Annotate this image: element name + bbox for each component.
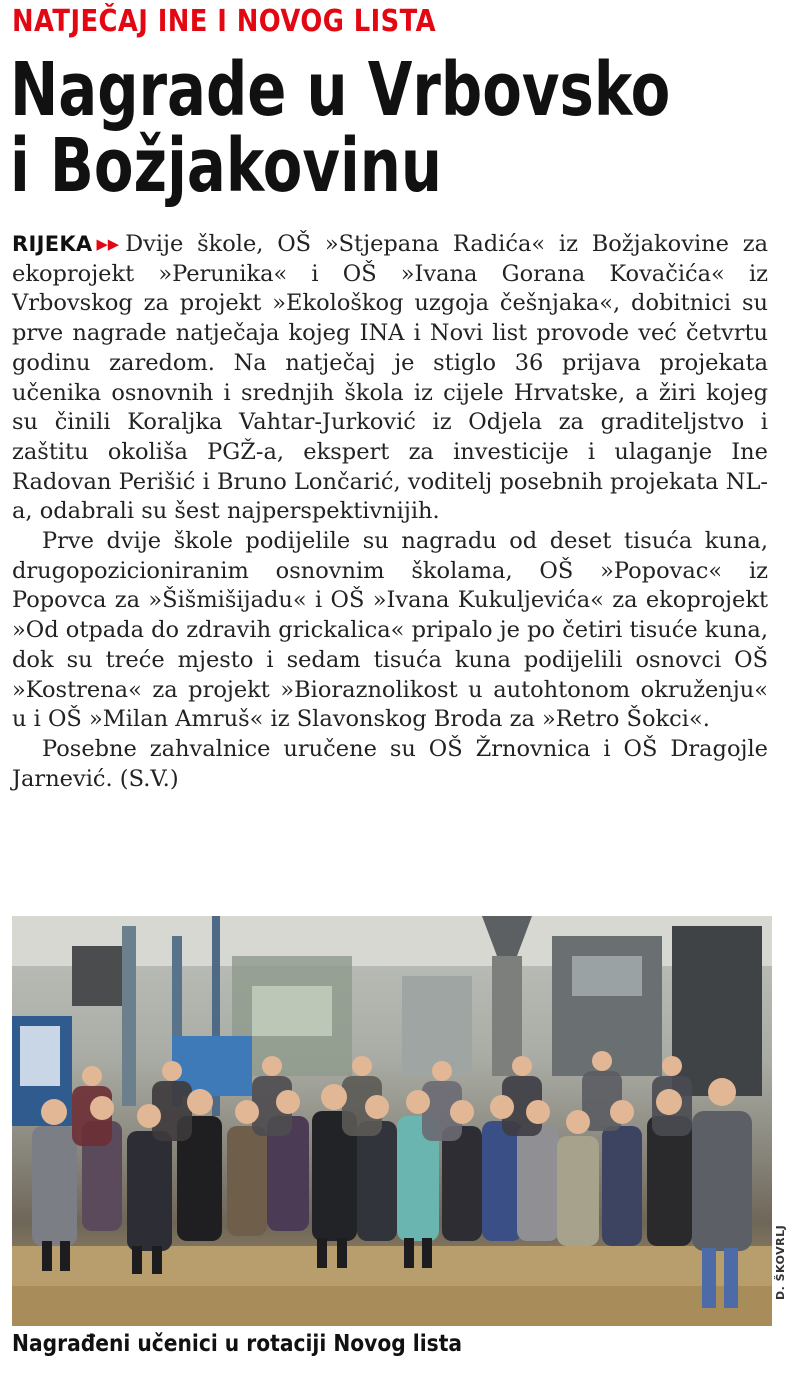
headline-line-2: i Božjakovinu — [10, 123, 442, 209]
article-body — [12, 230, 768, 794]
dateline: RIJEKA — [12, 232, 93, 256]
article-paragraph: Prve dvije škole podijelile su nagradu od deset tisuća kuna, drugopozicioniranim osnovnim školama, OŠ »Popovac« iz Popovca za »Šišmišijadu« i OŠ »Ivana Kukuljevića« za ekoprojekt »Od otpada do zdravih grickalica« pripalo je po četiri tisuće kuna, dok su treće mjesto i sedam tisuća kuna podijelili osnovci OŠ »Kostrena« za projekt »Bioraznolikost u autohtonom okruženju« u i OŠ »Milan Amruš« iz Slavonskog Broda za »Retro Šokci«. — [12, 528, 768, 733]
photo-credit: D. ŠKOVRLJ — [774, 1224, 787, 1300]
headline-line-1: Nagrade u Vrbovsko — [10, 47, 671, 133]
article-paragraph: Posebne zahvalnice uručene su OŠ Žrnovnica i OŠ Dragojle Jarnević. (S.V.) — [12, 735, 768, 792]
photo-caption: Nagrađeni učenici u rotaciji Novog lista — [12, 1331, 463, 1357]
article-headline — [10, 47, 712, 209]
article-photo — [12, 916, 772, 1326]
article-paragraph — [12, 230, 768, 527]
dateline-arrows-icon: ▸▸ — [96, 231, 120, 257]
photo-illustration — [12, 916, 772, 1326]
paragraph-text: Dvije škole, OŠ »Stjepana Radića« iz Božjakovine za ekoprojekt »Perunika« i OŠ »Ivana Gorana Kovačića« iz Vrbovskog za projekt »Ekološkog uzgoja češnjaka«, dobitnici su prve nagrade natječaja kojeg INA i Novi list provode već četvrtu godinu zaredom. Na natječaj je stiglo 36 prijava projekata učenika osnovnih i srednjih škola iz cijele Hrvatske, a žiri kojeg su činili Koraljka Vahtar-Jurković iz Odjela za graditeljstvo i zaštitu okoliša PGŽ-a, ekspert za investicije i ulaganje Ine Radovan Perišić i Bruno Lončarić, voditelj posebnih projekata NL-a, odabrali su šest najperspektivnijih. — [12, 231, 768, 525]
kicker-headline: NATJEČAJ INE I NOVOG LISTA — [12, 4, 437, 39]
